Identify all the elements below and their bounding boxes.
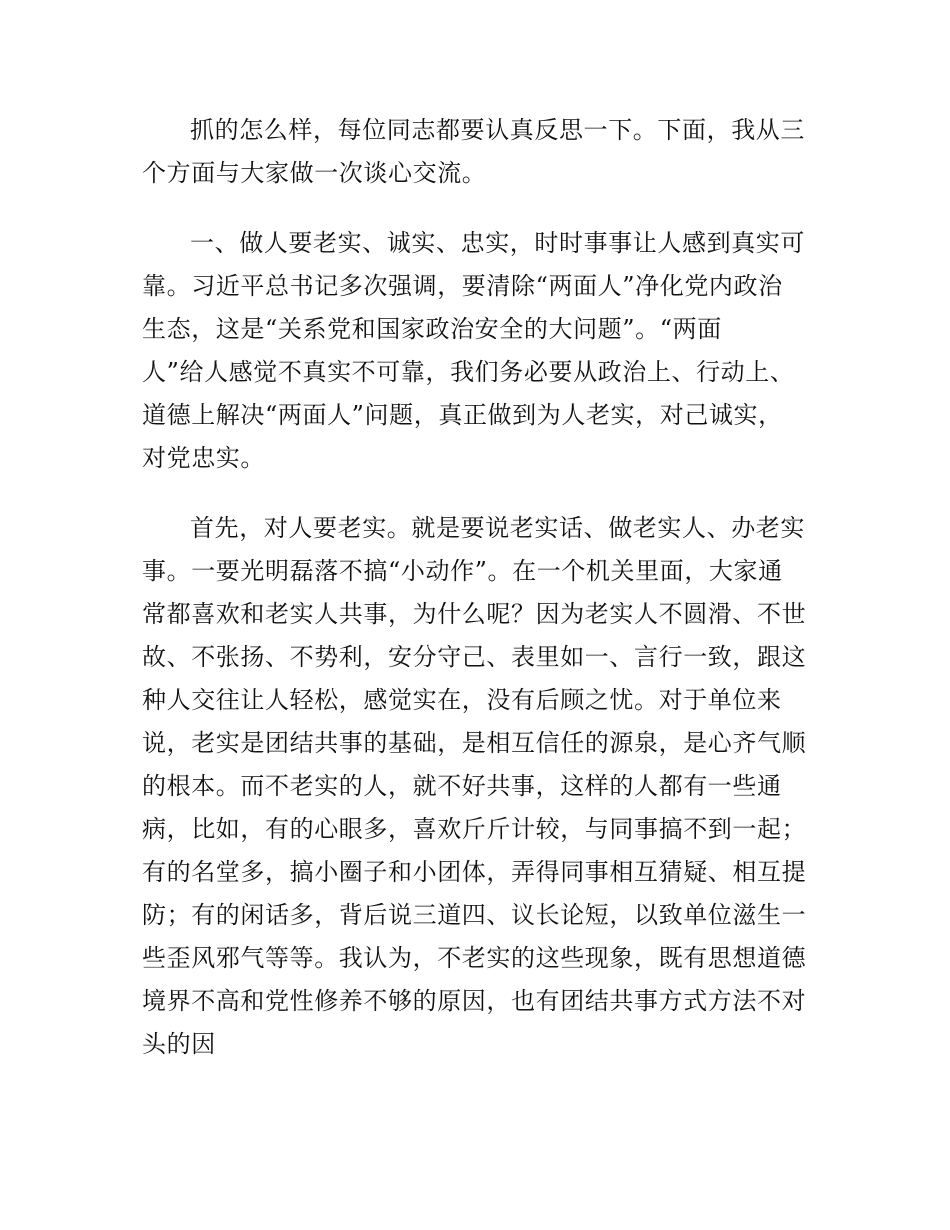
- paragraph-2-line-5: 道德上解决“两面人”问题，真正做到为人老实，对己诚实，: [142, 401, 783, 429]
- paragraph-3-line-7: 的根本。而不老实的人，就不好共事，这样的人都有一些通: [142, 772, 782, 800]
- paragraph-2-line-2: 靠。习近平总书记多次强调，要清除“两面人”净化党内政治: [142, 272, 783, 300]
- paragraph-1-line-1: 抓的怎么样，每位同志都要认真反思一下。下面，我从三: [190, 116, 805, 144]
- paragraph-3-line-13: 头的因: [142, 1030, 216, 1058]
- paragraph-3-line-5: 种人交往让人轻松，感觉实在，没有后顾之忧。对于单位来: [142, 686, 782, 714]
- paragraph-2-line-3: 生态，这是“关系党和国家政治安全的大问题”。“两面: [142, 315, 722, 343]
- paragraph-3-line-1: 首先，对人要老实。就是要说老实话、做老实人、办老实: [190, 514, 805, 542]
- paragraph-3-line-9: 有的名堂多，搞小圈子和小团体，弄得同事相互猜疑、相互提: [142, 858, 807, 886]
- paragraph-3-line-8: 病，比如，有的心眼多，喜欢斤斤计较，与同事搞不到一起；: [142, 815, 807, 843]
- paragraph-3-line-12: 境界不高和党性修养不够的原因，也有团结共事方式方法不对: [142, 987, 807, 1015]
- paragraph-3-line-11: 些歪风邪气等等。我认为，不老实的这些现象，既有思想道德: [142, 944, 807, 972]
- paragraph-3-line-4: 故、不张扬、不势利，安分守己、表里如一、言行一致，跟这: [142, 643, 807, 671]
- paragraph-2-line-6: 对党忠实。: [142, 444, 265, 472]
- paragraph-3-line-6: 说，老实是团结共事的基础，是相互信任的源泉，是心齐气顺: [142, 729, 807, 757]
- paragraph-2-line-4: 人”给人感觉不真实不可靠，我们务必要从政治上、行动上、: [142, 358, 795, 386]
- paragraph-2-line-1: 一、做人要老实、诚实、忠实，时时事事让人感到真实可: [190, 229, 805, 257]
- paragraph-3-line-3: 常都喜欢和老实人共事，为什么呢？因为老实人不圆滑、不世: [142, 600, 807, 628]
- paragraph-3-line-10: 防；有的闲话多，背后说三道四、议长论短，以致单位滋生一: [142, 901, 807, 929]
- paragraph-1-line-2: 个方面与大家做一次谈心交流。: [142, 159, 487, 187]
- paragraph-3-line-2: 事。一要光明磊落不搞“小动作”。在一个机关里面，大家通: [142, 557, 783, 585]
